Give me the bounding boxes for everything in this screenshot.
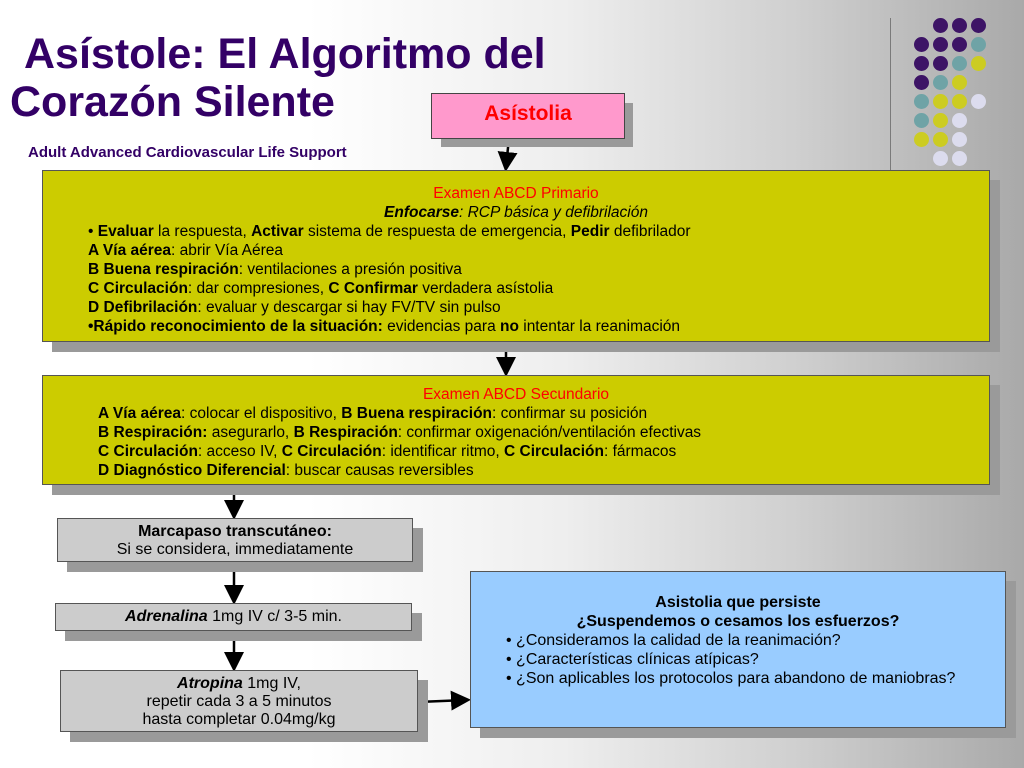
atropina-repeat: repetir cada 3 a 5 minutos bbox=[146, 693, 332, 710]
decorative-dot bbox=[952, 113, 967, 128]
adrenalina-name: Adrenalina bbox=[125, 608, 208, 625]
persiste-title: Asistolia que persiste bbox=[655, 594, 821, 611]
decorative-dot bbox=[914, 75, 929, 90]
primary-line-evaluar: • Evaluar la respuesta, Activar sistema de respuesta de emergencia, Pedir defibrilador bbox=[88, 223, 691, 240]
persiste-question: ¿Suspendemos o cesamos los esfuerzos? bbox=[576, 613, 900, 630]
divider-line bbox=[890, 18, 891, 178]
decorative-dot bbox=[952, 132, 967, 147]
primary-line-breathing: B Buena respiración: ventilaciones a presión positiva bbox=[88, 261, 462, 278]
primary-line-circulation: C Circulación: dar compresiones, C Confirmar verdadera asístolia bbox=[88, 280, 554, 297]
decorative-dot bbox=[914, 94, 929, 109]
primary-exam-box bbox=[42, 170, 990, 342]
decorative-dot bbox=[914, 132, 929, 147]
secondary-heading: Examen ABCD Secundario bbox=[422, 386, 610, 403]
decorative-dot bbox=[952, 18, 967, 33]
decorative-dot bbox=[933, 75, 948, 90]
decorative-dot bbox=[933, 56, 948, 71]
decorative-dot bbox=[914, 37, 929, 52]
atropina-dose: 1mg IV, bbox=[242, 675, 301, 692]
marcapaso-title: Marcapaso transcutáneo: bbox=[138, 523, 332, 540]
marcapaso-text: Si se considera, immediatamente bbox=[116, 541, 354, 558]
decorative-dot bbox=[952, 75, 967, 90]
primary-focus-label: Enfocarse bbox=[384, 204, 459, 221]
decorative-dot bbox=[971, 18, 986, 33]
decorative-dot bbox=[933, 132, 948, 147]
decorative-dot bbox=[971, 56, 986, 71]
adrenalina-dose: 1mg IV c/ 3-5 min. bbox=[207, 608, 342, 625]
decorative-dot bbox=[933, 113, 948, 128]
decorative-dot bbox=[914, 113, 929, 128]
title-line-2: Corazón Silente bbox=[10, 78, 335, 126]
decorative-dot bbox=[952, 56, 967, 71]
primary-line-defibrillation: D Defibrilación: evaluar y descargar si hay FV/TV sin pulso bbox=[88, 299, 501, 316]
atropina-name: Atropina bbox=[177, 675, 243, 692]
secondary-line-airway: A Vía aérea: colocar el dispositivo, B Buena respiración: confirmar su posición bbox=[98, 405, 648, 422]
atropina-box bbox=[60, 670, 418, 732]
persiste-bullet-3: • ¿Son aplicables los protocolos para abandono de maniobras? bbox=[506, 670, 956, 687]
primary-heading: Examen ABCD Primario bbox=[433, 185, 599, 202]
decorative-dot bbox=[952, 94, 967, 109]
decorative-dot bbox=[933, 18, 948, 33]
secondary-exam-box bbox=[42, 375, 990, 485]
decorative-dot bbox=[971, 37, 986, 52]
secondary-line-diagnosis: D Diagnóstico Diferencial: buscar causas reversibles bbox=[98, 462, 474, 479]
subtitle: Adult Advanced Cardiovascular Life Support bbox=[28, 144, 347, 161]
adrenalina-box bbox=[55, 603, 412, 631]
decorative-dot bbox=[933, 37, 948, 52]
decorative-dot bbox=[914, 56, 929, 71]
persiste-bullet-1: • ¿Consideramos la calidad de la reanimación? bbox=[506, 632, 841, 649]
decorative-dot bbox=[952, 151, 967, 166]
decorative-dot bbox=[971, 94, 986, 109]
persiste-bullet-2: • ¿Características clínicas atípicas? bbox=[506, 651, 759, 668]
secondary-line-circulation: C Circulación: acceso IV, C Circulación: identificar ritmo, C Circulación: fármacos bbox=[98, 443, 677, 460]
persiste-box bbox=[470, 571, 1006, 728]
decorative-dot bbox=[952, 37, 967, 52]
marcapaso-box bbox=[57, 518, 413, 562]
title-line-1: Asístole: El Algoritmo del bbox=[24, 30, 546, 78]
asistolia-box: Asístolia bbox=[431, 93, 625, 139]
primary-line-recognition: •Rápido reconocimiento de la situación: evidencias para no intentar la reanimación bbox=[88, 318, 681, 335]
primary-focus-text: : RCP básica y defibrilación bbox=[459, 204, 648, 221]
decorative-dot bbox=[933, 94, 948, 109]
decorative-dot bbox=[933, 151, 948, 166]
secondary-line-breathing: B Respiración: asegurarlo, B Respiración: confirmar oxigenación/ventilación efectivas bbox=[98, 424, 702, 441]
atropina-max: hasta completar 0.04mg/kg bbox=[142, 711, 336, 728]
primary-line-airway: A Vía aérea: abrir Vía Aérea bbox=[88, 242, 284, 259]
